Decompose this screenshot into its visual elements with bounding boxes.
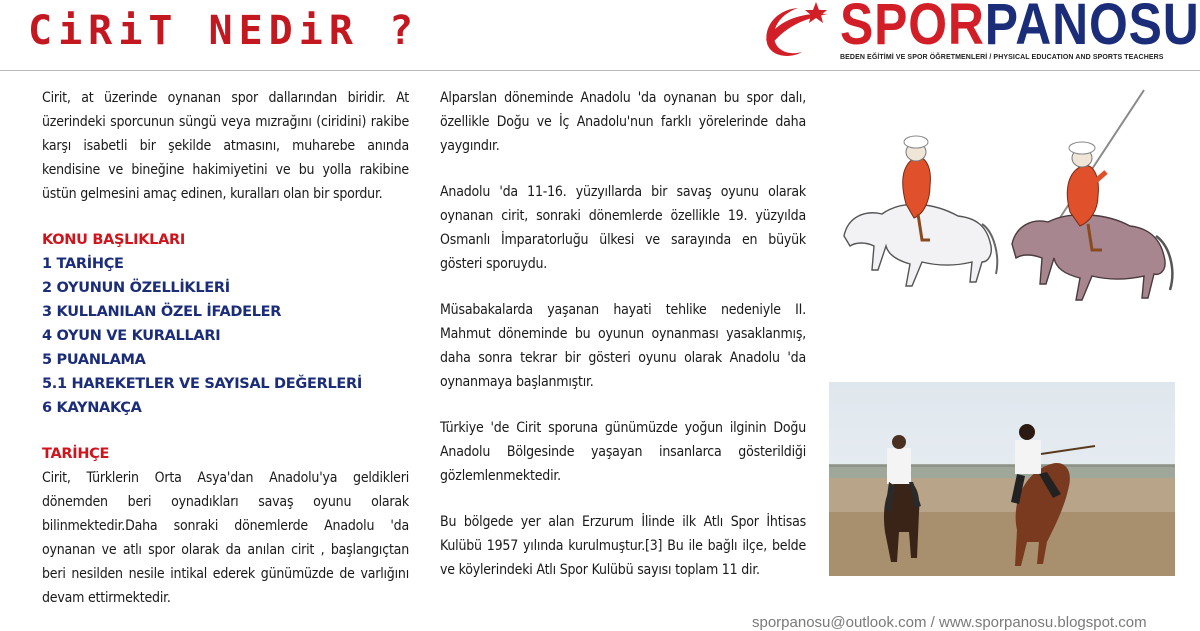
page-title: CiRiT NEDiR ? xyxy=(28,8,420,54)
toc-item-rules: 4 OYUN VE KURALLARI xyxy=(42,328,221,344)
header-divider xyxy=(0,70,1200,71)
toc-item-scoring: 5 PUANLAMA xyxy=(42,352,146,368)
toc-item-terms: 3 KULLANILAN ÖZEL İFADELER xyxy=(42,304,282,320)
toc-item-moves: 5.1 HAREKETLER VE SAYISAL DEĞERLERİ xyxy=(42,376,362,392)
logo-spor-text: SPOR xyxy=(840,0,985,57)
toc-heading: KONU BAŞLIKLARI xyxy=(42,232,185,248)
body-paragraph: Türkiye 'de Cirit sporuna günümüzde yoğun ilginin Doğu Anadolu Bölgesinde yaşayan insanlarca gösterildiği gözlemlenmektedir. xyxy=(440,420,806,484)
footer-contact: sporpanosu@outlook.com / www.sporpanosu.blogspot.com xyxy=(752,614,1147,631)
middle-column xyxy=(440,86,806,582)
logo-panosu-text: PANOSU xyxy=(984,0,1200,57)
table-of-contents xyxy=(42,252,409,420)
toc-item-history: 1 TARİHÇE xyxy=(42,256,124,272)
left-column xyxy=(42,86,409,610)
logo-subtitle: BEDEN EĞİTİMİ VE SPOR ÖĞRETMENLERİ / PHYSICAL EDUCATION AND SPORTS TEACHERS xyxy=(840,54,1164,61)
body-paragraph: Müsabakalarda yaşanan hayati tehlike nedeniyle II. Mahmut döneminde bu oyunun oynanması yasaklanmış, daha sonra tekrar bir gösteri oyunu olarak Anadolu 'da oynanmaya başlanmıştır. xyxy=(440,302,806,390)
toc-item-references: 6 KAYNAKÇA xyxy=(42,400,142,416)
intro-paragraph: Cirit, at üzerinde oynanan spor dallarından biridir. At üzerindeki sporcunun süngü veya mızrağını (ciridini) rakibe karşı isabetli bir şekilde atmasını, muharebe anında kendisine ve bineğine hakimiyetini ve bu yolla rakibine üstün gelmesini amaç edinen, kuralları olan bir spordur. xyxy=(42,90,409,202)
toc-item-features: 2 OYUNUN ÖZELLİKLERİ xyxy=(42,280,230,296)
sporpanosu-logo xyxy=(758,0,1200,68)
ottoman-miniature-image xyxy=(826,86,1182,332)
history-paragraph: Cirit, Türklerin Orta Asya'dan Anadolu'ya geldikleri dönemden beri oynadıkları savaş oyunu olarak bilinmektedir.Daha sonraki dönemlerde Anadolu 'da oynanan ve atlı spor olarak da anılan cirit , başlangıçtan beri nesilden nesile intikal ederek günümüzde de varlığını devam ettirmektedir. xyxy=(42,470,409,606)
cirit-riders-photo xyxy=(829,382,1175,576)
body-paragraph: Anadolu 'da 11-16. yüzyıllarda bir savaş oyunu olarak oynanan cirit, sonraki dönemlerde özellikle 19. yüzyılda Osmanlı İmparatorluğu ülkesi ve sarayında en büyük gösteri sporuydu. xyxy=(440,184,806,272)
logo-wordmark xyxy=(840,0,1200,56)
history-heading: TARİHÇE xyxy=(42,446,110,462)
body-paragraph: Alparslan döneminde Anadolu 'da oynanan bu spor dalı, özellikle Doğu ve İç Anadolu'nun farklı yörelerinde daha yaygındır. xyxy=(440,90,806,154)
crescent-star-icon xyxy=(758,0,838,62)
body-paragraph: Bu bölgede yer alan Erzurum İlinde ilk Atlı Spor İhtisas Kulübü 1957 yılında kurulmuştur.[3] Bu ile bağlı ilçe, belde ve köylerindeki Atlı Spor Kulübü sayısı toplam 11 dir. xyxy=(440,514,806,578)
